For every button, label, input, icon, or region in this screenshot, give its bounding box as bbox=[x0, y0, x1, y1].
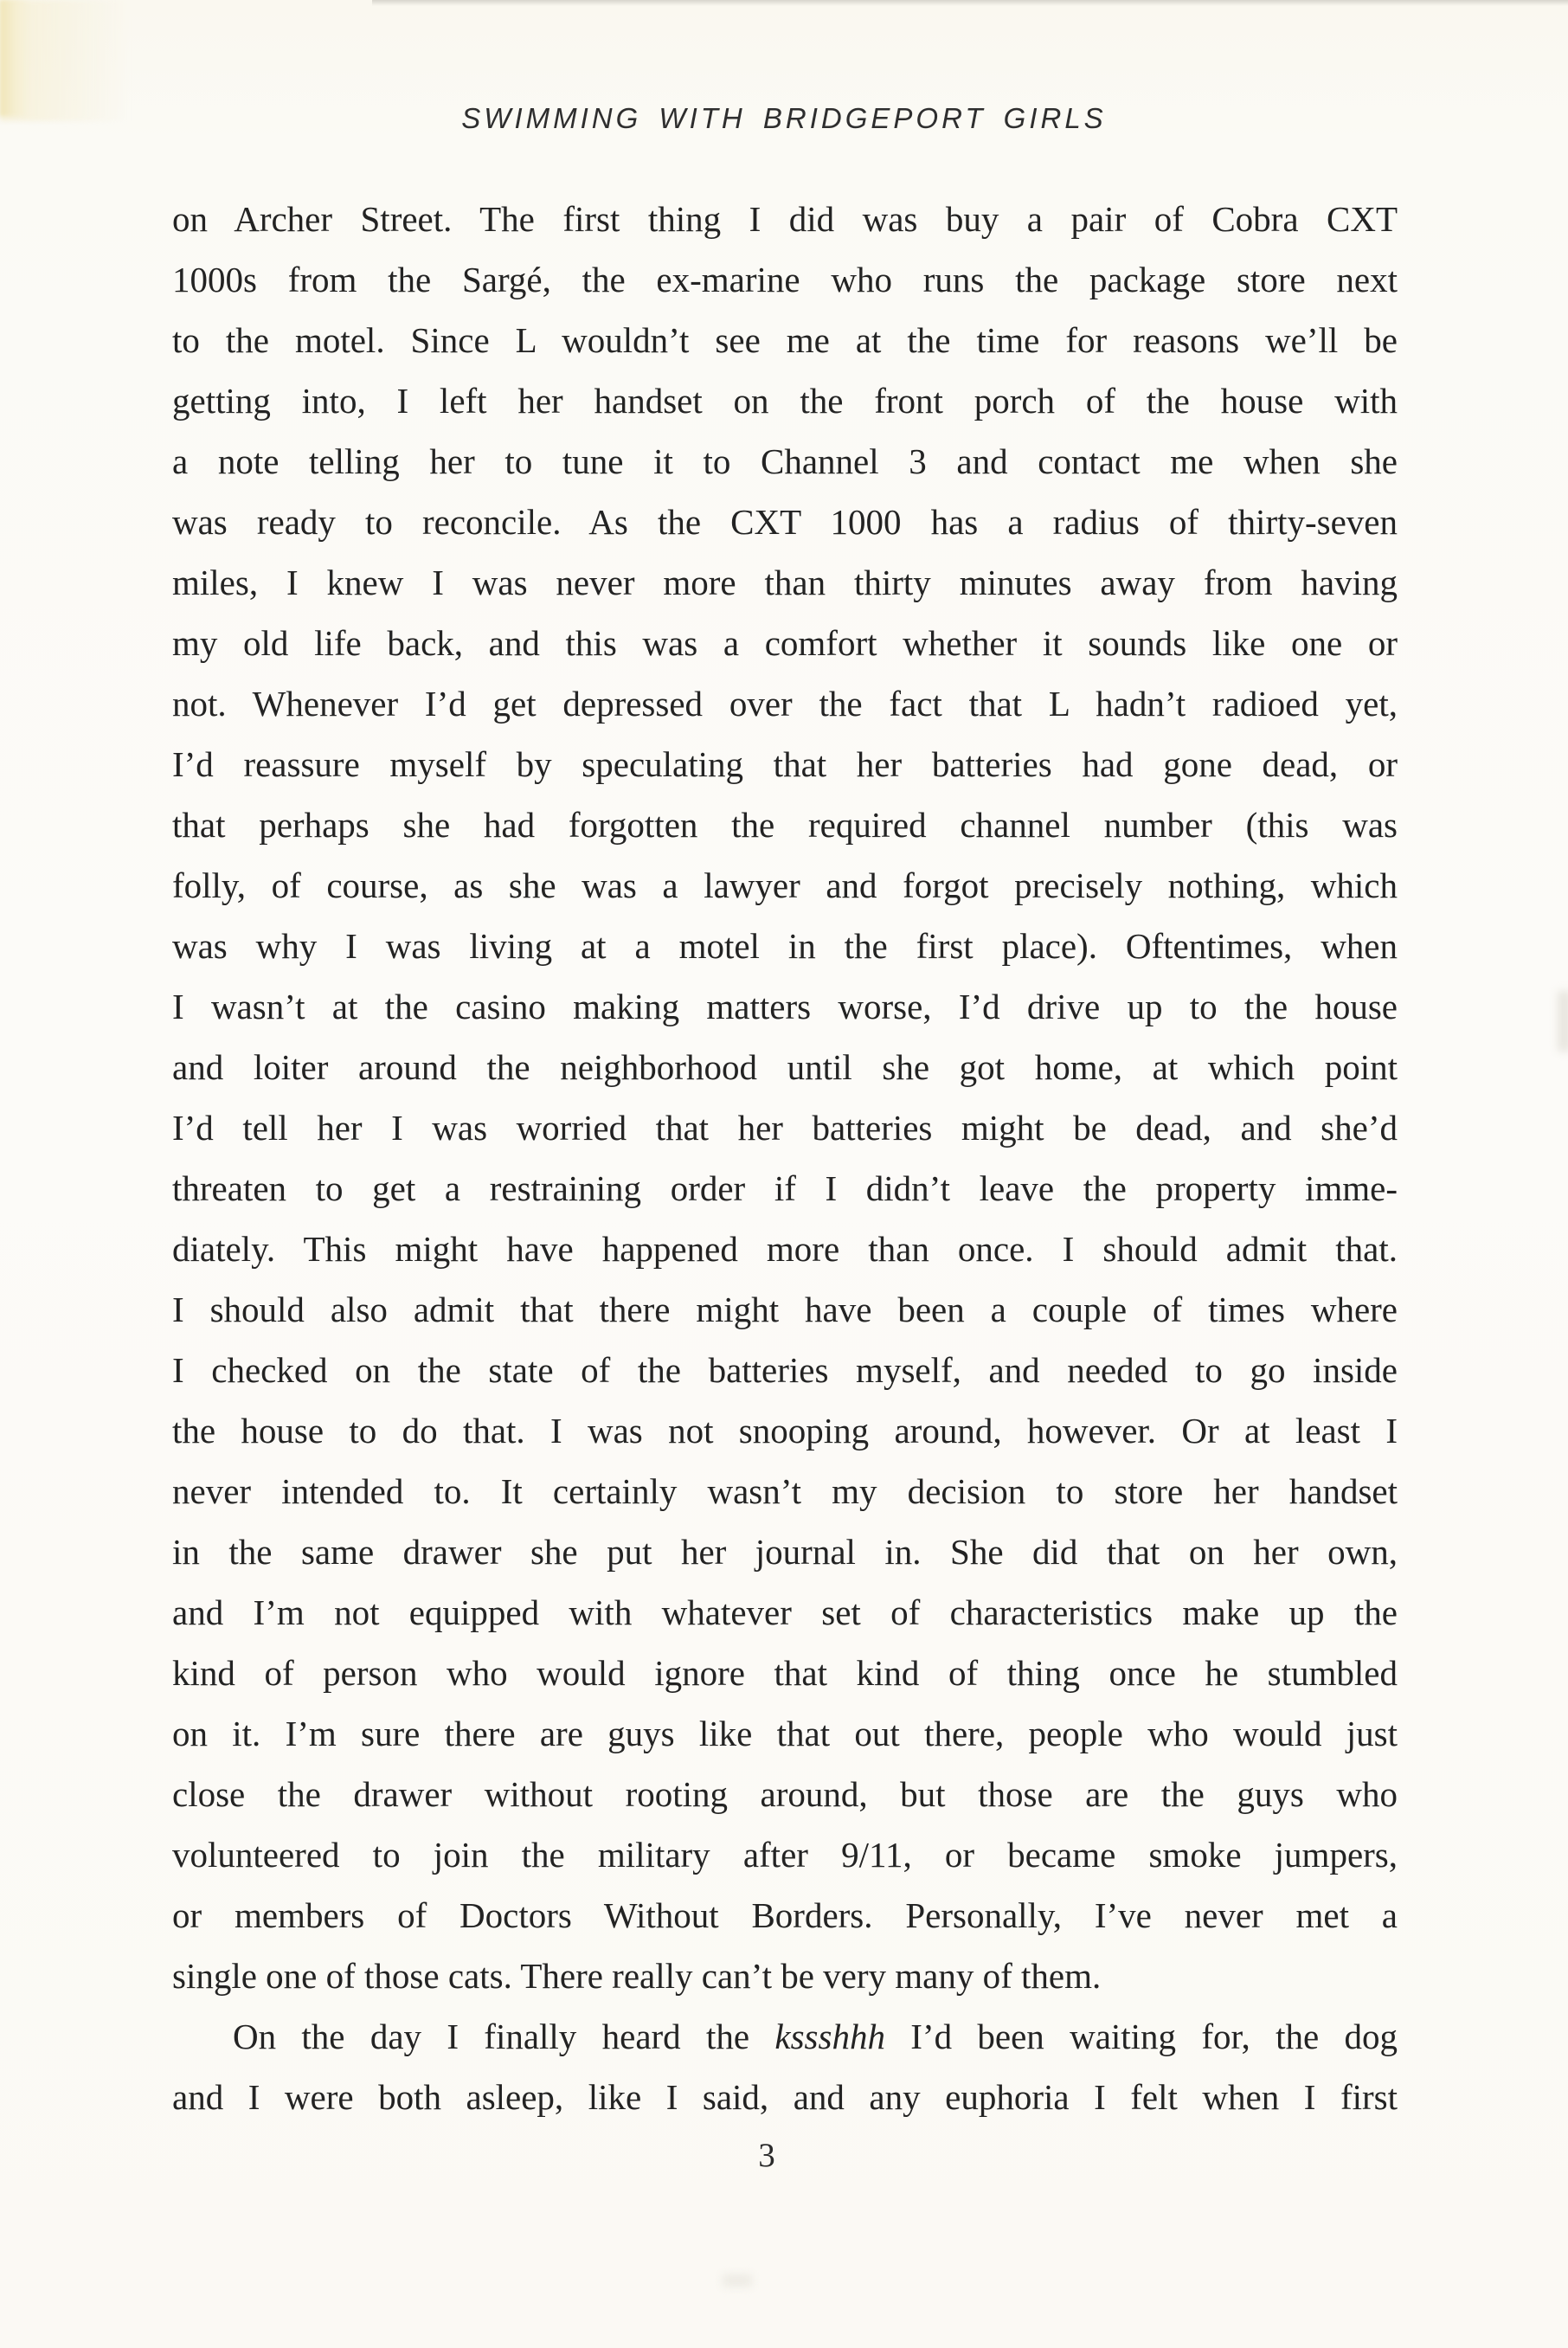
text-segment: that perhaps she had forgotten the required channel number (this was bbox=[172, 805, 1398, 845]
text-segment: was why I was living at a motel in the first place). Oftentimes, when bbox=[172, 926, 1398, 966]
text-line bbox=[172, 916, 1398, 976]
text-segment: 1000s from the Sargé, the ex-marine who runs the package store next bbox=[172, 260, 1398, 299]
text-segment: on it. I’m sure there are guys like that out there, people who would just bbox=[172, 1714, 1398, 1753]
text-segment: I’d tell her I was worried that her batteries might be dead, and she’d bbox=[172, 1108, 1398, 1148]
text-line bbox=[172, 1279, 1398, 1340]
text-line bbox=[172, 552, 1398, 613]
text-segment: getting into, I left her handset on the front porch of the house with bbox=[172, 381, 1398, 421]
italic-word: kssshhh bbox=[774, 2017, 885, 2056]
text-segment: was ready to reconcile. As the CXT 1000 has a radius of thirty-seven bbox=[172, 502, 1398, 542]
text-line bbox=[172, 613, 1398, 673]
text-segment: diately. This might have happened more than once. I should admit that. bbox=[172, 1229, 1398, 1269]
text-segment: miles, I knew I was never more than thirty minutes away from having bbox=[172, 563, 1398, 602]
text-line bbox=[172, 1643, 1398, 1703]
text-line bbox=[172, 1946, 1398, 2006]
text-line bbox=[172, 1461, 1398, 1521]
text-line bbox=[172, 370, 1398, 431]
text-line bbox=[172, 1521, 1398, 1582]
text-line bbox=[172, 1400, 1398, 1461]
page-number: 3 bbox=[758, 2137, 775, 2174]
text-segment: On the day I finally heard the bbox=[233, 2017, 775, 2056]
text-line bbox=[172, 1097, 1398, 1158]
scan-smudge-right bbox=[1558, 991, 1568, 1052]
text-segment: close the drawer without rooting around, but those are the guys who bbox=[172, 1774, 1398, 1814]
text-line bbox=[172, 855, 1398, 916]
text-segment: never intended to. It certainly wasn’t my decision to store her handset bbox=[172, 1471, 1398, 1511]
text-line bbox=[172, 249, 1398, 310]
text-segment: I checked on the state of the batteries myself, and needed to go inside bbox=[172, 1350, 1398, 1390]
text-line bbox=[172, 673, 1398, 734]
text-segment: I should also admit that there might have been a couple of times where bbox=[172, 1290, 1398, 1329]
text-segment: I’d been waiting for, the dog bbox=[884, 2017, 1398, 2056]
text-segment: single one of those cats. There really can’t be very many of them. bbox=[172, 1956, 1102, 1996]
text-segment: my old life back, and this was a comfort whether it sounds like one or bbox=[172, 623, 1398, 663]
text-line bbox=[172, 1219, 1398, 1279]
text-line bbox=[172, 1824, 1398, 1885]
text-segment: and I’m not equipped with whatever set of characteristics make up the bbox=[172, 1592, 1398, 1632]
text-line bbox=[172, 794, 1398, 855]
scan-smudge-bottom bbox=[723, 2274, 752, 2287]
text-line bbox=[172, 492, 1398, 552]
text-segment: the house to do that. I was not snooping around, however. Or at least I bbox=[172, 1411, 1398, 1451]
text-segment: threaten to get a restraining order if I didn’t leave the property imme- bbox=[172, 1168, 1398, 1208]
text-segment: kind of person who would ignore that kind of thing once he stumbled bbox=[172, 1653, 1398, 1693]
text-segment: or members of Doctors Without Borders. Personally, I’ve never met a bbox=[172, 1895, 1398, 1935]
text-line bbox=[172, 1037, 1398, 1097]
running-header: SWIMMING WITH BRIDGEPORT GIRLS bbox=[461, 102, 1107, 134]
text-line bbox=[172, 1582, 1398, 1643]
text-line bbox=[172, 310, 1398, 370]
text-line bbox=[172, 1340, 1398, 1400]
text-line bbox=[172, 431, 1398, 492]
text-line bbox=[172, 734, 1398, 794]
text-segment: a note telling her to tune it to Channel 3 and contact me when she bbox=[172, 441, 1398, 481]
text-segment: not. Whenever I’d get depressed over the fact that L hadn’t radioed yet, bbox=[172, 684, 1398, 724]
text-segment: folly, of course, as she was a lawyer and forgot precisely nothing, which bbox=[172, 865, 1398, 905]
text-segment: I wasn’t at the casino making matters worse, I’d drive up to the house bbox=[172, 987, 1398, 1026]
text-segment: and I were both asleep, like I said, and any euphoria I felt when I first bbox=[172, 2077, 1398, 2117]
text-line bbox=[172, 976, 1398, 1037]
text-line bbox=[172, 1764, 1398, 1824]
text-segment: on Archer Street. The first thing I did was buy a pair of Cobra CXT bbox=[172, 199, 1398, 239]
text-segment: and loiter around the neighborhood until she got home, at which point bbox=[172, 1047, 1398, 1087]
text-segment: volunteered to join the military after 9/11, or became smoke jumpers, bbox=[172, 1835, 1398, 1875]
text-segment: in the same drawer she put her journal in. She did that on her own, bbox=[172, 1532, 1398, 1572]
text-line bbox=[172, 1158, 1398, 1219]
text-line bbox=[172, 1885, 1398, 1946]
text-segment: I’d reassure myself by speculating that her batteries had gone dead, or bbox=[172, 744, 1398, 784]
body-text bbox=[172, 189, 1398, 2127]
scan-edge-top bbox=[372, 0, 1568, 6]
text-line bbox=[172, 189, 1398, 249]
text-line bbox=[172, 1703, 1398, 1764]
text-line bbox=[172, 2067, 1398, 2127]
text-line bbox=[172, 2006, 1398, 2067]
scan-stain-top-left bbox=[0, 0, 29, 116]
text-segment: to the motel. Since L wouldn’t see me at the time for reasons we’ll be bbox=[172, 320, 1398, 360]
